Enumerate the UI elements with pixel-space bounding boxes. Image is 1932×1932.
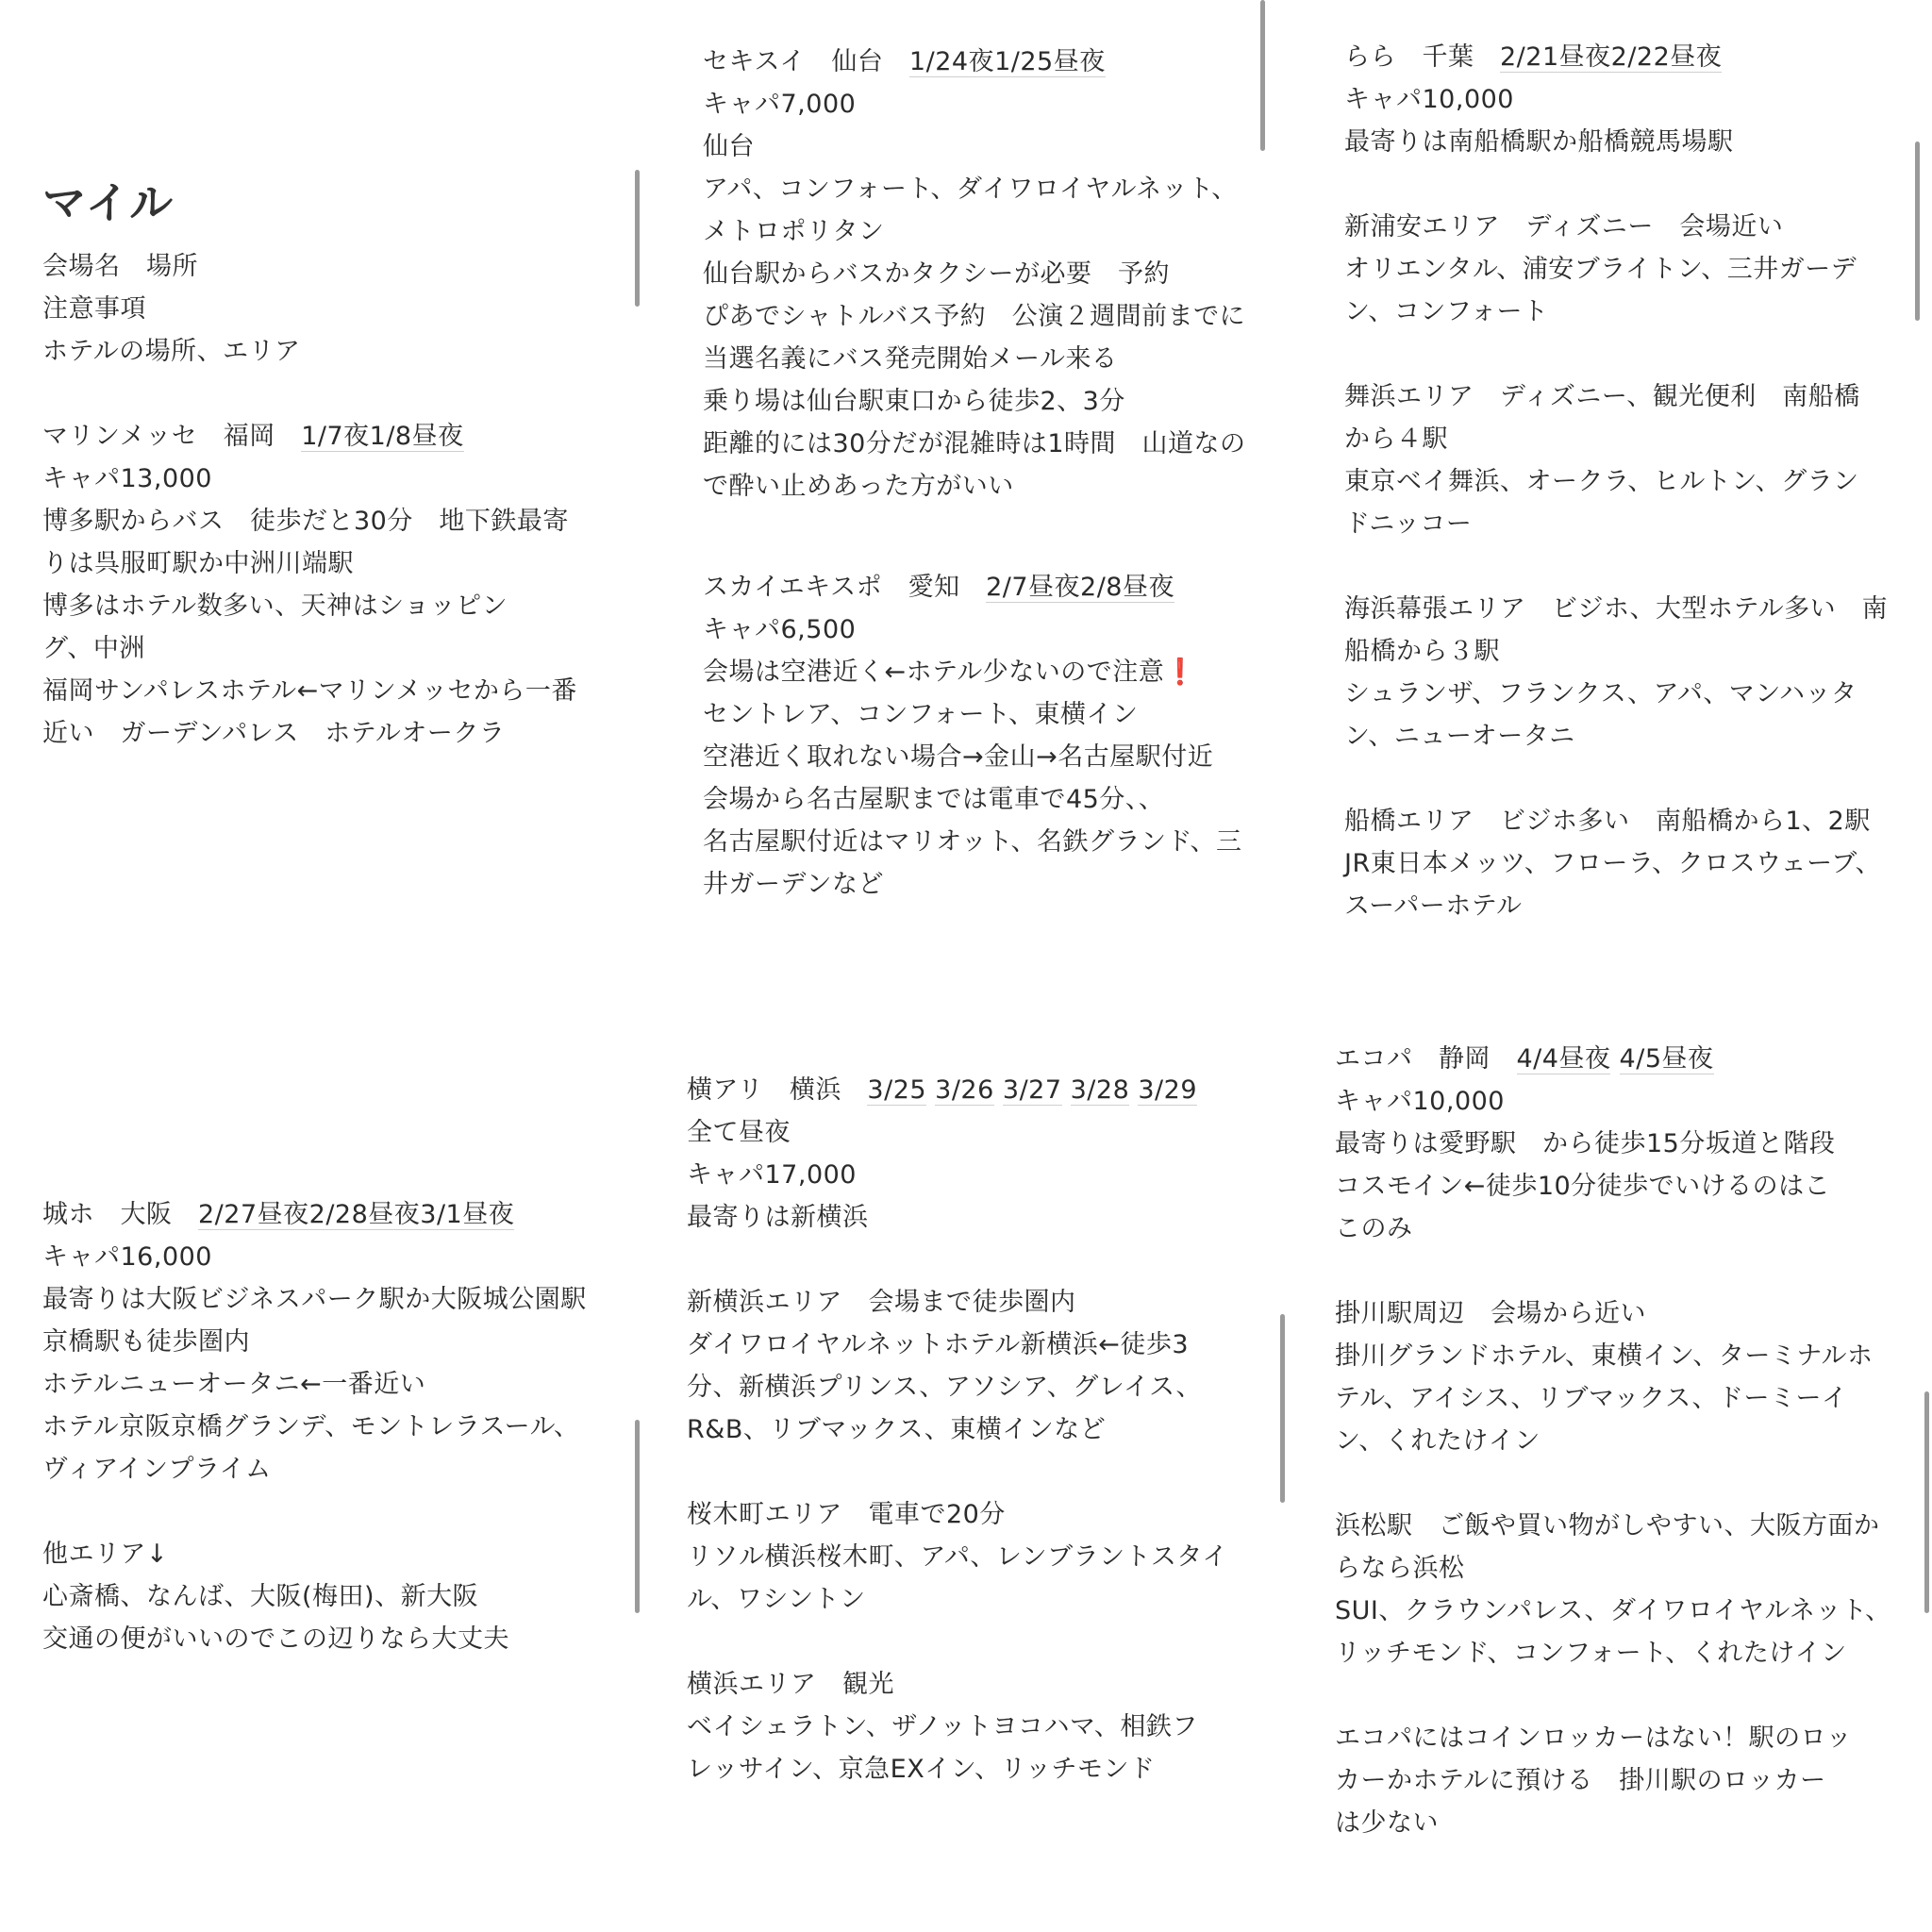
date-link[interactable]: 3/29: [1138, 1075, 1197, 1105]
date-link[interactable]: 3/1昼夜: [420, 1200, 515, 1229]
scrollbar[interactable]: [1915, 142, 1920, 321]
memo-line: 仙台: [703, 132, 755, 161]
memo-line: 注意事項: [42, 294, 146, 324]
date-link[interactable]: 3/27: [1002, 1075, 1062, 1105]
memo-line: コスモイン←徒歩10分徒歩でいけるのはこ: [1335, 1172, 1831, 1201]
date-link[interactable]: 3/28: [1070, 1075, 1130, 1105]
memo-line: リッチモンド、コンフォート、くれたけイン: [1335, 1639, 1847, 1668]
memo-line: 舞浜エリア ディズニー、観光便利 南船橋: [1344, 382, 1860, 411]
memo-line: 他エリア↓: [42, 1540, 169, 1569]
memo-line: 最寄りは新横浜: [687, 1203, 869, 1232]
memo-line: アパ、コンフォート、ダイワロイヤルネット、: [703, 175, 1238, 204]
date-link[interactable]: 3/26: [935, 1075, 994, 1105]
venue-name: らら 千葉: [1344, 42, 1500, 72]
memo-line: ン、コンフォート: [1344, 297, 1549, 326]
venue-name: マリンメッセ 福岡: [42, 422, 302, 451]
memo-line: キャパ10,000: [1335, 1087, 1505, 1116]
memo-line: [1335, 1674, 1891, 1717]
date-link[interactable]: 4/4昼夜: [1516, 1044, 1611, 1074]
venue-heading: [1344, 36, 1891, 78]
memo-line: 博多はホテル数多い、天神はショッピン: [42, 591, 508, 621]
memo-panel-sendai: [703, 41, 1250, 508]
memo-panel-chiba: [1344, 36, 1891, 927]
memo-line: [1335, 1250, 1891, 1292]
memo-line: 最寄りは南船橋駅か船橋競馬場駅: [1344, 127, 1734, 157]
memo-line: 船橋エリア ビジホ多い 南船橋から1、2駅: [1344, 807, 1871, 836]
venue-name: 横アリ 横浜: [687, 1075, 868, 1105]
memo-line: 浜松駅 ご飯や買い物がしやすい、大阪方面か: [1335, 1511, 1880, 1541]
memo-line: [687, 1451, 1253, 1493]
memo-line: ン、ニューオータニ: [1344, 722, 1575, 751]
venue-name: エコパ 静岡: [1335, 1044, 1517, 1074]
memo-line: 福岡サンパレスホテル←マリンメッセから一番: [42, 676, 577, 706]
date-link[interactable]: 1/7夜: [301, 422, 370, 451]
memo-line: [42, 373, 627, 415]
date-link[interactable]: 2/27昼夜: [198, 1200, 309, 1229]
memo-line: は少ない: [1335, 1808, 1439, 1838]
memo-line: 分、新横浜プリンス、アソシア、グレイス、: [687, 1373, 1202, 1402]
date-link[interactable]: 1/8昼夜: [369, 422, 464, 451]
exclamation-icon: ❗: [1164, 658, 1197, 687]
memo-line: [687, 1239, 1253, 1281]
memo-line: シュランザ、フランクス、アパ、マンハッタ: [1344, 679, 1857, 708]
memo-line: 船橋から３駅: [1344, 637, 1500, 666]
date-link[interactable]: 2/7昼夜: [986, 573, 1081, 602]
memo-line: 会場名 場所: [42, 252, 198, 281]
memo-line: ドニッコー: [1344, 509, 1473, 539]
memo-line: カーかホテルに預ける 掛川駅のロッカー: [1335, 1766, 1826, 1795]
venue-name: セキスイ 仙台: [703, 47, 909, 76]
memo-line: 全て昼夜: [687, 1118, 791, 1147]
memo-line: 掛川駅周辺 会場から近い: [1335, 1299, 1646, 1328]
memo-line: 最寄りは大阪ビジネスパーク駅か大阪城公園駅: [42, 1285, 587, 1314]
venue-name: スカイエキスポ 愛知: [703, 573, 987, 602]
memo-line: [1344, 545, 1891, 588]
memo-line: [1344, 758, 1891, 800]
memo-line: JR東日本メッツ、フローラ、クロスウェーブ、: [1344, 849, 1882, 878]
memo-line: 乗り場は仙台駅東口から徒歩2、3分: [703, 387, 1125, 416]
memo-line: ぴあでシャトルバス予約 公演２週間前までに: [703, 302, 1246, 331]
date-link[interactable]: 1/25昼夜: [994, 47, 1106, 76]
venue-heading: [687, 1069, 1253, 1111]
date-link[interactable]: 3/25: [867, 1075, 927, 1105]
memo-line: 交通の便がいいのでこの辺りなら大丈夫: [42, 1624, 509, 1654]
date-link[interactable]: 2/22昼夜: [1610, 42, 1723, 72]
memo-line: 会場から名古屋駅までは電車で45分、、: [703, 785, 1165, 814]
memo-line: 京橋駅も徒歩圏内: [42, 1327, 250, 1357]
memo-line: [1335, 1462, 1891, 1505]
venue-heading: [703, 566, 1250, 608]
memo-line: 仙台駅からバスかタクシーが必要 予約: [703, 259, 1170, 289]
memo-line: [687, 1621, 1253, 1663]
warning-line: [703, 651, 1250, 693]
memo-panel-shizuoka: [1335, 1038, 1891, 1844]
venue-heading: [1335, 1038, 1891, 1080]
venue-heading: [703, 41, 1250, 83]
memo-line: ベイシェラトン、ザノットヨコハマ、相鉄フ: [687, 1712, 1198, 1741]
memo-line: 掛川グランドホテル、東横イン、ターミナルホ: [1335, 1341, 1874, 1371]
memo-line: 新浦安エリア ディズニー 会場近い: [1344, 212, 1784, 242]
memo-line: 海浜幕張エリア ビジホ、大型ホテル多い 南: [1344, 594, 1889, 624]
date-link[interactable]: 2/8昼夜: [1080, 573, 1174, 602]
memo-line: セントレア、コンフォート、東横イン: [703, 700, 1139, 729]
memo-line: 空港近く取れない場合→金山→名古屋駅付近: [703, 742, 1214, 772]
memo-line: ホテル京阪京橋グランデ、モントレラスール、: [42, 1412, 580, 1441]
warning-text: 会場は空港近く←ホテル少ないので注意: [703, 658, 1165, 687]
memo-line: りは呉服町駅か中洲川端駅: [42, 549, 354, 578]
memo-line: らなら浜松: [1335, 1554, 1465, 1583]
memo-line: ホテルの場所、エリア: [42, 337, 301, 366]
memo-line: 心斎橋、なんば、大阪(梅田)、新大阪: [42, 1582, 479, 1611]
memo-panel-aichi: [703, 566, 1250, 906]
memo-line: から４駅: [1344, 425, 1448, 454]
date-link[interactable]: 2/21昼夜: [1500, 42, 1611, 72]
memo-line: R&B、リブマックス、東横インなど: [687, 1415, 1107, 1444]
memo-line: 井ガーデンなど: [703, 870, 884, 899]
scrollbar[interactable]: [635, 170, 640, 307]
memo-line: 近い ガーデンパレス ホテルオークラ: [42, 719, 506, 748]
memo-line: [1344, 333, 1891, 375]
memo-line: SUI、クラウンパレス、ダイワロイヤルネット、: [1335, 1596, 1891, 1625]
memo-panel-osaka: [42, 1193, 627, 1660]
memo-line: ホテルニューオータニ←一番近い: [42, 1370, 426, 1399]
memo-line: テル、アイシス、リブマックス、ドーミーイ: [1335, 1384, 1848, 1413]
page-title: マイル: [42, 177, 174, 228]
date-link[interactable]: 1/24夜: [908, 47, 995, 76]
date-link[interactable]: 4/5昼夜: [1619, 1044, 1714, 1074]
memo-line: キャパ13,000: [42, 464, 212, 493]
venue-heading: [42, 415, 627, 458]
scrollbar[interactable]: [635, 1420, 640, 1613]
memo-line: ダイワロイヤルネットホテル新横浜←徒歩3: [687, 1330, 1190, 1359]
memo-line: オリエンタル、浦安ブライトン、三井ガーデ: [1344, 255, 1857, 284]
memo-line: [42, 1491, 627, 1533]
memo-line: グ、中洲: [42, 634, 145, 663]
memo-line: 当選名義にバス発売開始メール来る: [703, 344, 1118, 374]
memo-line: エコパにはコインロッカーはない！駅のロッ: [1335, 1724, 1853, 1753]
memo-line: 横浜エリア 観光: [687, 1670, 894, 1699]
memo-line: ン、くれたけイン: [1335, 1426, 1541, 1456]
venue-name: 城ホ 大阪: [42, 1200, 198, 1229]
memo-line: リソル横浜桜木町、アパ、レンブラントスタイ: [687, 1542, 1228, 1572]
scrollbar[interactable]: [1924, 1391, 1929, 1613]
memo-panel-fukuoka: [42, 170, 627, 755]
memo-line: 名古屋駅付近はマリオット、名鉄グランド、三: [703, 827, 1242, 857]
scrollbar[interactable]: [1260, 0, 1265, 151]
memo-line: [1344, 163, 1891, 206]
memo-line: スーパーホテル: [1344, 891, 1523, 921]
memo-line: メトロポリタン: [703, 217, 885, 246]
memo-line: 桜木町エリア 電車で20分: [687, 1500, 1006, 1529]
scrollbar[interactable]: [1280, 1314, 1285, 1503]
memo-line: ヴィアインプライム: [42, 1455, 272, 1484]
memo-line: このみ: [1335, 1214, 1413, 1243]
memo-line: 距離的には30分だが混雑時は1時間 山道なの: [703, 429, 1246, 458]
memo-line: キャパ17,000: [687, 1160, 857, 1190]
memo-line: キャパ6,500: [703, 615, 857, 644]
date-link[interactable]: 2/28昼夜: [308, 1200, 421, 1229]
memo-line: 博多駅からバス 徒歩だと30分 地下鉄最寄: [42, 507, 569, 536]
memo-line: 最寄りは愛野駅 から徒歩15分坂道と階段: [1335, 1129, 1836, 1158]
venue-heading: [42, 1193, 627, 1236]
memo-line: ル、ワシントン: [687, 1585, 866, 1614]
memo-line: キャパ16,000: [42, 1242, 212, 1272]
memo-line: キャパ10,000: [1344, 85, 1514, 114]
memo-panel-yokohama: [687, 1069, 1253, 1790]
memo-line: レッサイン、京急EXイン、リッチモンド: [687, 1755, 1156, 1784]
memo-line: 東京ベイ舞浜、オークラ、ヒルトン、グラン: [1344, 467, 1859, 496]
memo-line: 新横浜エリア 会場まで徒歩圏内: [687, 1288, 1076, 1317]
memo-line: キャパ7,000: [703, 90, 857, 119]
memo-line: で酔い止めあった方がいい: [703, 472, 1014, 501]
